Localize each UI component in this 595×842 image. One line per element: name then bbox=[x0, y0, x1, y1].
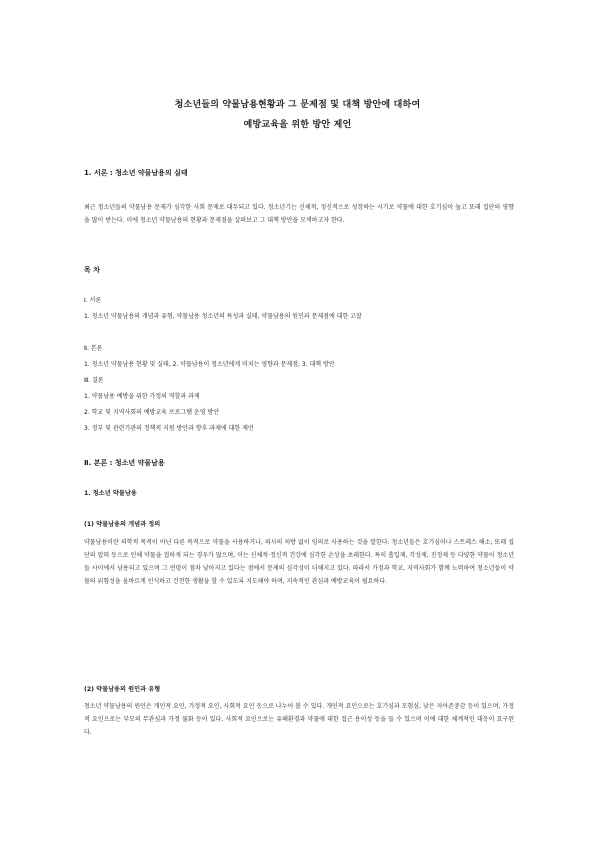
document-title-line-2: 예방교육을 위한 방안 제언 bbox=[243, 120, 352, 130]
toc-item: Ⅱ. 본론 bbox=[84, 345, 103, 352]
subsection-1-heading: (1) 약물남용의 개념과 정의 bbox=[84, 521, 161, 528]
toc-item: Ⅰ. 서론 bbox=[84, 297, 102, 304]
toc-item: 3. 정부 및 관련기관의 정책적 지원 방안과 향후 과제에 대한 제언 bbox=[84, 425, 254, 432]
body-heading: Ⅱ. 본론 : 청소년 약물남용 bbox=[84, 459, 165, 467]
subsection-2-paragraph: 청소년 약물남용의 원인은 개인적 요인, 가정적 요인, 사회적 요인 등으로 나누어 볼 수 있다. 개인적 요인으로는 호기심과 모험심, 낮은 자아존중감 등이 있으며, 가정적 요인으로는 부모의 무관심과 가정 불화 등이 있다. 사회적 요인으로는 유해환경과 약물에 대한 접근 용이성 등을 들 수 있으며 이에 대한 체계적인 대응이 요구된다. bbox=[84, 703, 514, 736]
intro-heading: 1. 서론 : 청소년 약물남용의 실태 bbox=[84, 169, 188, 177]
toc-item: 1. 약물남용 예방을 위한 가정의 역할과 과제 bbox=[84, 393, 200, 400]
toc-item: 1. 청소년 약물남용 현황 및 실태, 2. 약물남용이 청소년에게 미치는 영향과 문제점, 3. 대책 방안 bbox=[84, 361, 335, 368]
toc-item: 1. 청소년 약물남용의 개념과 유형, 약물남용 청소년의 특성과 실태, 약물남용의 원인과 문제점에 대한 고찰 bbox=[84, 313, 362, 320]
toc-item: Ⅲ. 결론 bbox=[84, 377, 104, 384]
toc-item: 2. 학교 및 지역사회의 예방교육 프로그램 운영 방안 bbox=[84, 409, 219, 416]
subsection-1-paragraph: 약물남용이란 의학적 목적이 아닌 다른 목적으로 약물을 사용하거나, 의사의 처방 없이 임의로 사용하는 것을 말한다. 청소년들은 호기심이나 스트레스 해소, 또래 집단의 압력 등으로 인해 약물을 접하게 되는 경우가 많으며, 이는 신체적·정신적 건강에 심각한 손상을 초래한다. 특히 흡입제, 각성제, 진정제 등 다양한 약물이 청소년들 사이에서 남용되고 있으며 그 연령이 점차 낮아지고 있다는 점에서 문제의 심각성이 더해지고 있다. 따라서 가정과 학교, 지역사회가 함께 노력하여 청소년들이 약물의 위험성을 올바르게 인식하고 건전한 생활을 할 수 있도록 지도해야 하며, 지속적인 관심과 예방교육이 필요하다. bbox=[84, 539, 514, 585]
document-title-line-1: 청소년들의 약물남용현황과 그 문제점 및 대책 방안에 대하여 bbox=[174, 100, 421, 110]
toc-heading: 목 차 bbox=[84, 266, 100, 274]
subsection-2-heading: (2) 약물남용의 원인과 유형 bbox=[84, 686, 161, 693]
section-heading: 1. 청소년 약물남용 bbox=[84, 490, 137, 497]
intro-paragraph: 최근 청소년들의 약물남용 문제가 심각한 사회 문제로 대두되고 있다. 청소년기는 신체적, 정신적으로 성장하는 시기로 약물에 대한 호기심이 높고 또래 집단의 영향을 많이 받는다. 이에 청소년 약물남용의 현황과 문제점을 살펴보고 그 대책 방안을 모색하고자 한다. bbox=[84, 204, 514, 224]
